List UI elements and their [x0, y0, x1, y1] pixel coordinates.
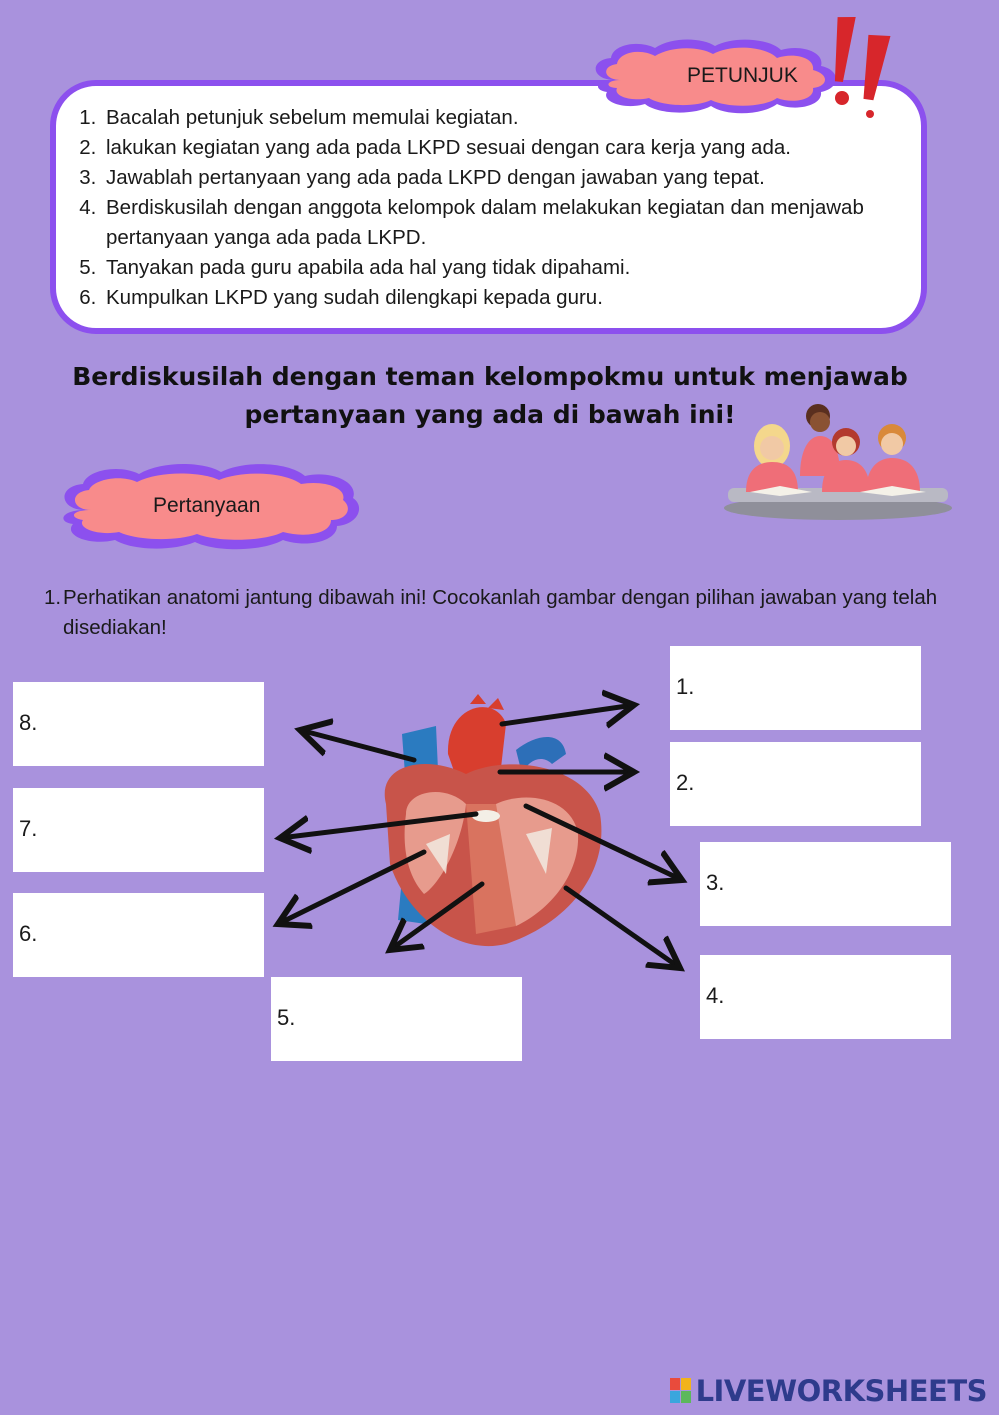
heading-line: Berdiskusilah dengan teman kelompokmu untuk menjawab	[72, 362, 908, 391]
liveworksheets-logo-icon	[670, 1378, 692, 1404]
section-label: Pertanyaan	[153, 494, 261, 517]
answer-box-1[interactable]	[670, 646, 921, 730]
answer-box-label: 4.	[706, 983, 725, 1008]
answer-box-3[interactable]	[700, 842, 951, 926]
instruction-item: 4. Berdiskusilah dengan anggota kelompok dalam melakukan kegiatan dan menjawab pertanyaan yanga ada pada LKPD.	[102, 193, 962, 253]
arrow-to-box-3	[526, 806, 682, 880]
answer-box-label: 1.	[676, 674, 695, 699]
answer-box-label: 6.	[19, 921, 38, 946]
heading-line: pertanyaan yang ada di bawah ini!	[244, 400, 736, 429]
answer-box-label: 8.	[19, 710, 38, 735]
answer-box-label: 3.	[706, 870, 725, 895]
arrow-to-box-4	[566, 888, 680, 968]
answer-box-label: 2.	[676, 770, 695, 795]
arrow-to-box-7	[280, 814, 476, 838]
arrow-to-box-6	[278, 852, 424, 924]
arrow-to-box-5	[390, 884, 482, 950]
answer-box-8[interactable]	[13, 682, 264, 766]
brand-footer[interactable]	[670, 1374, 987, 1408]
instruction-item: 6. Kumpulkan LKPD yang sudah dilengkapi kepada guru.	[102, 283, 962, 313]
instruction-item: 3. Jawablah pertanyaan yang ada pada LKPD dengan jawaban yang tepat.	[102, 163, 962, 193]
answer-box-4[interactable]	[700, 955, 951, 1039]
brand-name: LIVEWORKSHEETS	[695, 1374, 987, 1408]
petunjuk-title: PETUNJUK	[687, 64, 798, 87]
arrow-to-box-8	[300, 730, 414, 760]
instruction-item: 1. Bacalah petunjuk sebelum memulai kegiatan.	[102, 103, 962, 133]
answer-box-2[interactable]	[670, 742, 921, 826]
answer-box-5[interactable]	[271, 977, 522, 1061]
arrow-to-box-1	[502, 705, 634, 724]
question-body: Perhatikan anatomi jantung dibawah ini! Cocokanlah gambar dengan pilihan jawaban yang telah disediakan!	[63, 586, 938, 639]
answer-box-6[interactable]	[13, 893, 264, 977]
answer-box-label: 7.	[19, 816, 38, 841]
question-number: 1.	[44, 586, 62, 609]
instruction-item: 5. Tanyakan pada guru apabila ada hal yang tidak dipahami.	[102, 253, 962, 283]
answer-box-7[interactable]	[13, 788, 264, 872]
instruction-item: 2. lakukan kegiatan yang ada pada LKPD sesuai dengan cara kerja yang ada.	[102, 133, 962, 163]
answer-box-label: 5.	[277, 1005, 296, 1030]
